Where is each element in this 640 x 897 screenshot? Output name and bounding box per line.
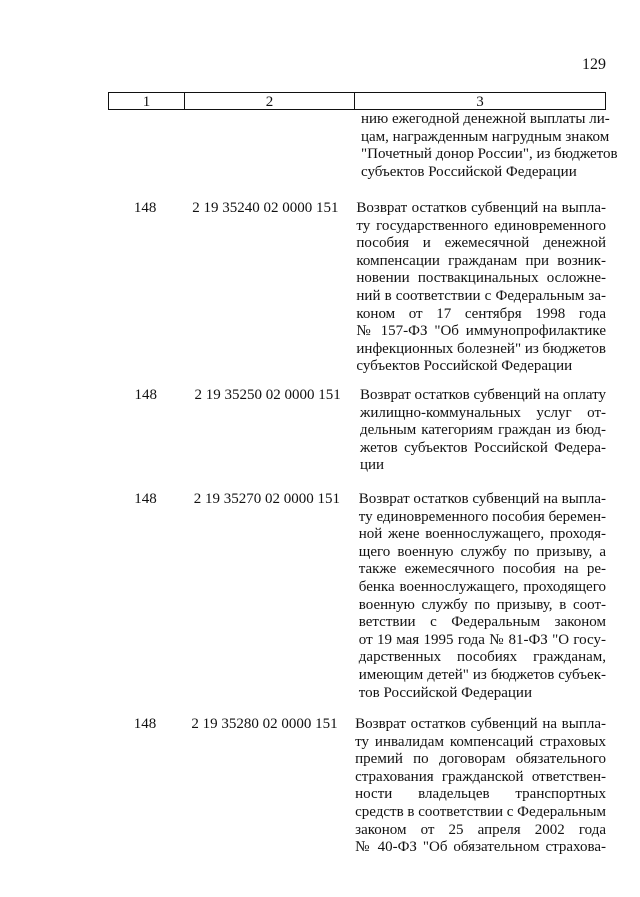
description-line: ний в соответствии с Федеральным за- [356,287,606,304]
continuation-line: субъектов Российской Федерации [361,163,577,180]
row-number: 148 [133,716,157,732]
budget-code: 2 19 35250 02 0000 151 [194,387,341,403]
description-line: № 40-ФЗ "Об обязательном страхова- [355,839,606,856]
description-line: ветствии с Федеральным законом [358,614,606,631]
budget-code: 2 19 35280 02 0000 151 [191,716,338,732]
budget-code: 2 19 35270 02 0000 151 [193,491,341,507]
description-line: жетов субъектов Российской Федера- [359,439,606,456]
table-header [108,92,606,110]
budget-code: 2 19 35240 02 0000 151 [192,200,339,216]
description-line: № 157-ФЗ "Об иммунопрофилактике [356,323,606,340]
description-line: средств в соответствии с Федеральным [355,803,606,820]
description-line: субъектов Российской Федерации [356,358,573,375]
continuation-description [361,111,618,181]
description-line: военную службу по призыву, в соот- [358,596,606,613]
description-line: Возврат остатков субвенций на выпла- [356,200,606,216]
description-line: компенсации гражданам при возник- [356,252,606,269]
description-line: Возврат остатков субвенций на выпла- [358,491,606,507]
row-number: 148 [134,491,157,507]
description-line: жилищно-коммунальных услуг от- [359,404,606,421]
row-description [347,716,606,857]
table-header-col-3: 3 [476,94,484,110]
description-line: ту единовременного пособия беремен- [358,508,606,525]
table-row [108,491,606,702]
description-line: новении поствакцинальных осложне- [356,270,606,287]
description-line: Возврат остатков субвенций на выпла- [355,716,606,732]
description-line: страхования гражданской ответствен- [355,768,606,785]
table-header-col-2: 2 [185,93,355,109]
description-line: дельным категориям граждан из бюд- [359,422,606,439]
description-line: от 19 мая 1995 года № 81-ФЗ "О госу- [358,631,606,648]
continuation-line: "Почетный донор России", из бюджетов [361,146,618,163]
description-line: пособия и ежемесячной денежной [356,235,606,252]
description-line: бенка военнослужащего, проходящего [358,578,606,595]
description-line: Возврат остатков субвенций на оплату [359,387,606,403]
page-number: 129 [582,56,606,73]
description-line: также ежемесячного пособия на ре- [358,561,606,578]
row-description [351,491,606,702]
description-line: ной жене военнослужащего, проходя- [358,526,606,543]
description-line: щего военную службу по призыву, а [358,543,606,560]
table-header-col-1: 1 [109,93,185,109]
row-number: 148 [133,200,157,216]
description-line: ту инвалидам компенсаций страховых [355,733,606,750]
description-line: дарственных пособиях гражданам, [358,649,606,666]
row-description [348,200,606,376]
continuation-line: нию ежегодной денежной выплаты ли- [361,111,610,127]
description-line: тов Российской Федерации [358,684,532,701]
description-line: ту государственного единовременного [356,217,606,234]
description-line: ности владельцев транспортных [355,786,606,803]
description-line: имеющим детей" из бюджетов субъек- [358,666,606,683]
description-line: коном от 17 сентября 1998 года [356,305,606,322]
continuation-line: цам, награжденным нагрудным знаком [361,128,610,145]
description-line: премий по договорам обязательного [355,751,606,768]
table-row [108,200,606,376]
row-number: 148 [134,387,157,403]
row-description [352,387,606,475]
table-row [108,387,606,475]
table-row [108,716,606,857]
description-line: ции [359,457,385,474]
description-line: законом от 25 апреля 2002 года [355,821,606,838]
description-line: инфекционных болезней" из бюджетов [356,340,606,357]
